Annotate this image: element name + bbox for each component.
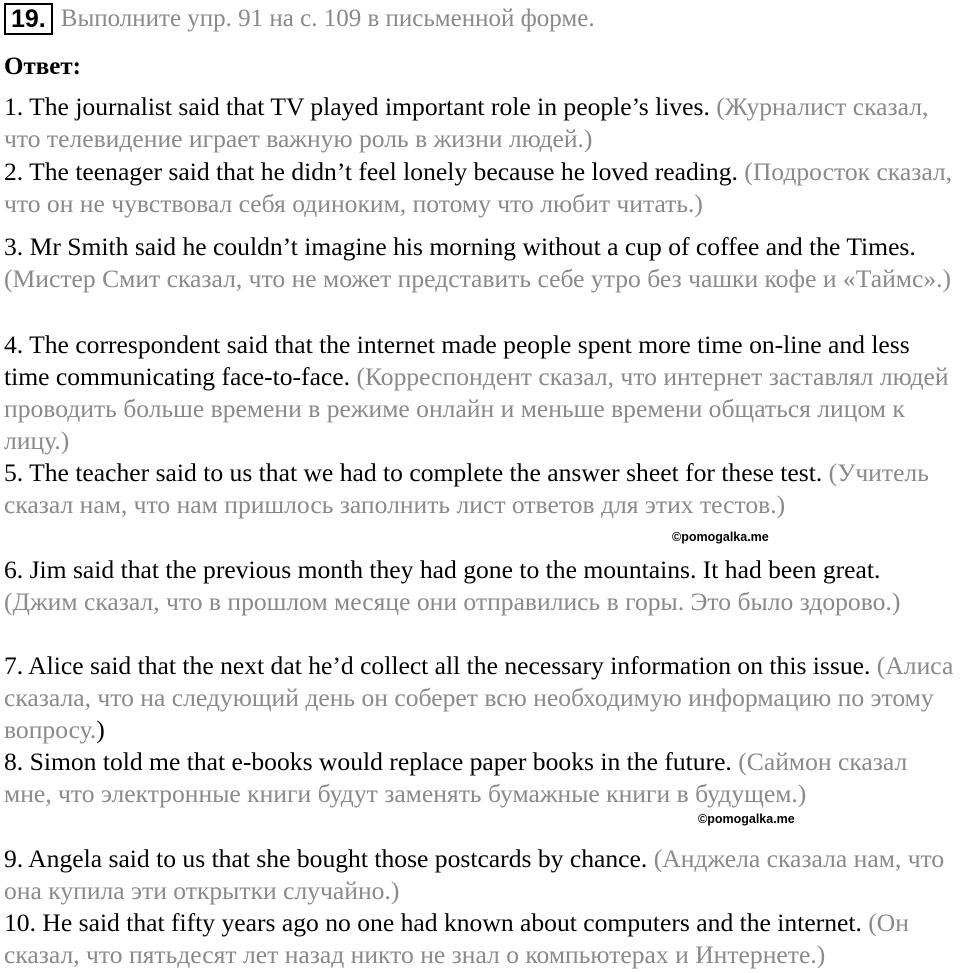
- watermark: ©pomogalka.me: [672, 530, 769, 544]
- task-header: [4, 3, 595, 39]
- answer-english: 8. Simon told me that e-books would replace paper books in the future.: [4, 747, 732, 776]
- answer-item-3: [4, 231, 958, 295]
- answer-english: 6. Jim said that the previous month they had gone to the mountains. It had been great.: [4, 555, 881, 584]
- answer-english: 9. Angela said to us that she bought those postcards by chance.: [4, 844, 648, 873]
- answer-closing-paren: ): [96, 715, 105, 744]
- answer-translation: (Анджела сказала нам, что она купила эти открытки случайно.): [4, 844, 945, 905]
- answer-translation: (Журналист сказал, что телевидение играет важную роль в жизни людей.): [4, 92, 929, 153]
- answer-item-7: [4, 650, 958, 746]
- answer-english: 1. The journalist said that TV played important role in people’s lives.: [4, 92, 710, 121]
- answer-translation: (Джим сказал, что в прошлом месяце они отправились в горы. Это было здорово.): [4, 587, 901, 616]
- answer-item-4: [4, 329, 958, 457]
- task-number: 19.: [4, 3, 53, 35]
- answer-english: 3. Mr Smith said he couldn’t imagine his morning without a cup of coffee and the Times.: [4, 232, 916, 261]
- answer-translation: (Саймон сказал мне, что электронные книги будут заменять бумажные книги в будущем.): [4, 747, 908, 808]
- answer-translation: (Мистер Смит сказал, что не может представить себе утро без чашки кофе и «Таймс».): [4, 264, 952, 293]
- watermark: ©pomogalka.me: [698, 812, 795, 826]
- answer-label: Ответ:: [4, 53, 81, 80]
- task-instruction: Выполните упр. 91 на с. 109 в письменной форме.: [60, 5, 595, 32]
- answer-item-2: [4, 156, 958, 220]
- answer-item-9: [4, 843, 958, 907]
- answer-item-5: [4, 457, 958, 521]
- answer-translation: (Корреспондент сказал, что интернет заставлял людей проводить больше времени в режиме онлайн и меньше времени общаться лицом к лицу.): [4, 362, 949, 455]
- answer-item-1: [4, 91, 958, 155]
- answer-translation: (Алиса сказала, что на следующий день он соберет всю необходимую информацию по этому вопросу.: [4, 651, 954, 744]
- answer-translation: (Он сказал, что пятьдесят лет назад никто не знал о компьютерах и Интернете.): [4, 908, 909, 969]
- answer-translation: (Подросток сказал, что он не чувствовал себя одиноким, потому что любит читать.): [4, 157, 953, 218]
- answer-item-6: [4, 554, 958, 618]
- answer-item-8: [4, 746, 958, 810]
- answer-english: 4. The correspondent said that the internet made people spent more time on-line and less time communicating face-to-face.: [4, 330, 910, 391]
- answer-english: 7. Alice said that the next dat he’d collect all the necessary information on this issue.: [4, 651, 871, 680]
- answer-english: 5. The teacher said to us that we had to complete the answer sheet for these test.: [4, 458, 823, 487]
- answer-translation: (Учитель сказал нам, что нам пришлось заполнить лист ответов для этих тестов.): [4, 458, 929, 519]
- answer-english: 10. He said that fifty years ago no one had known about computers and the internet.: [4, 908, 862, 937]
- answer-english: 2. The teenager said that he didn’t feel lonely because he loved reading.: [4, 157, 738, 186]
- answer-item-10: [4, 907, 958, 971]
